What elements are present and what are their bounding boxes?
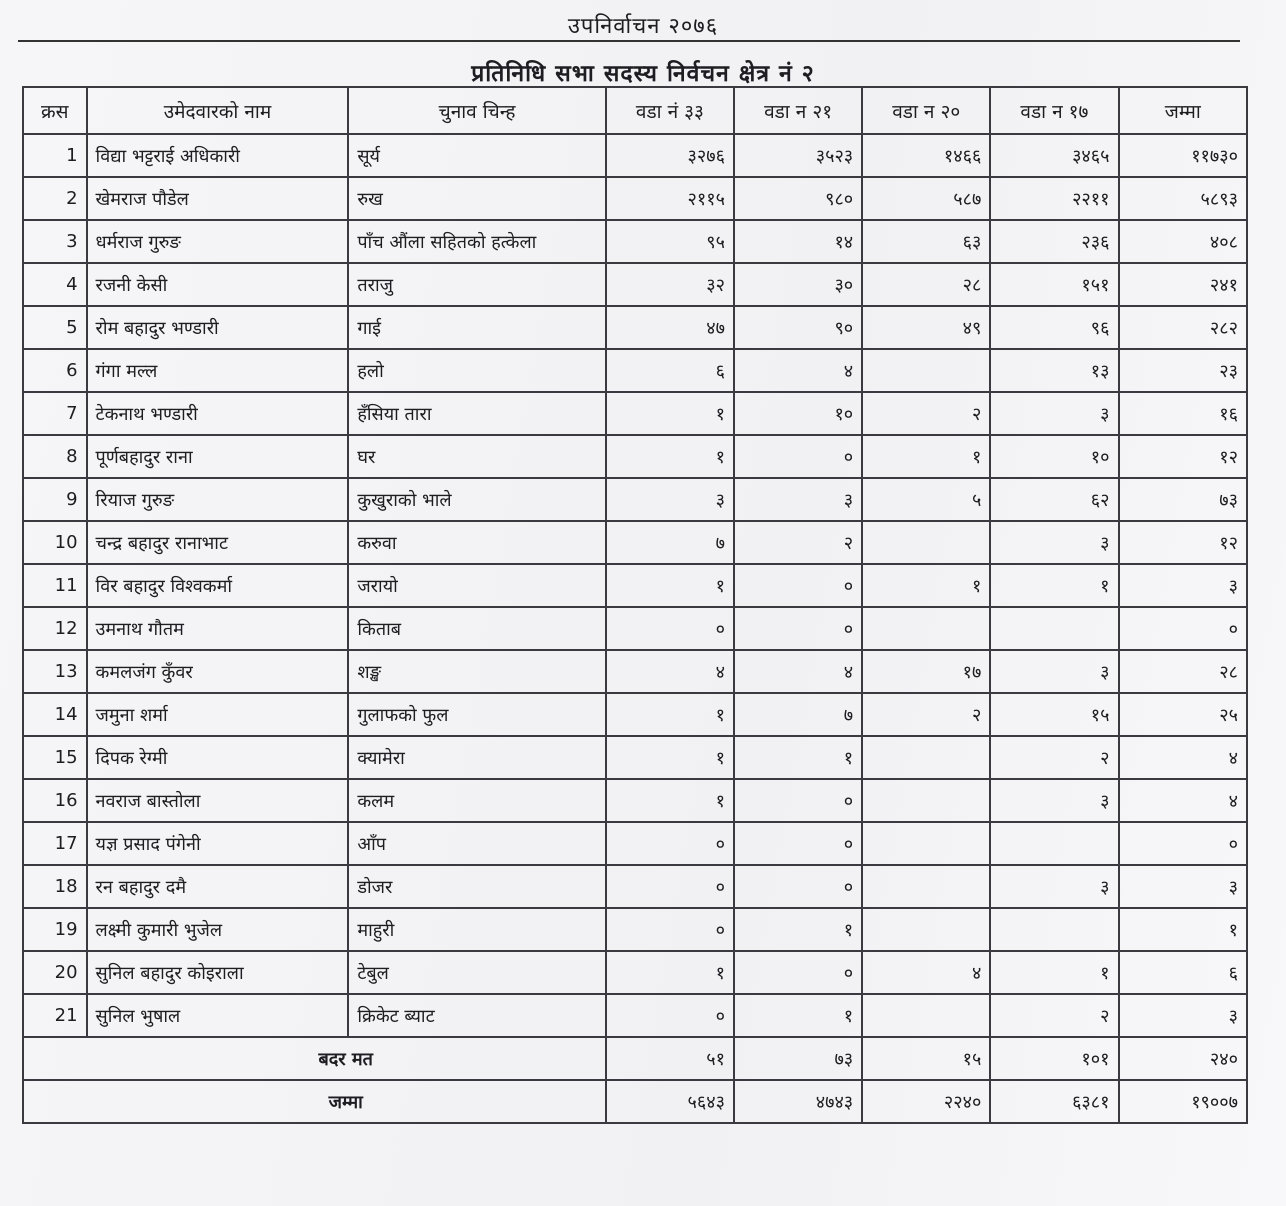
- votes-ward-20: २८: [862, 263, 990, 306]
- grand-total-ward-17: ६३८१: [990, 1080, 1118, 1123]
- candidate-name: सुनिल भुषाल: [87, 994, 349, 1037]
- table-row: [23, 263, 1247, 306]
- election-symbol: टेबुल: [348, 951, 606, 994]
- votes-ward-33: १: [606, 693, 734, 736]
- votes-ward-21: ७: [734, 693, 862, 736]
- votes-ward-20: १: [862, 564, 990, 607]
- election-symbol: आँप: [348, 822, 606, 865]
- votes-total: १६: [1119, 392, 1247, 435]
- candidate-name: रियाज गुरुङ: [87, 478, 349, 521]
- election-symbol: जरायो: [348, 564, 606, 607]
- votes-ward-17: २: [990, 994, 1118, 1037]
- serial-number: 20: [23, 951, 87, 994]
- results-table: [22, 86, 1248, 1124]
- votes-total: १२: [1119, 521, 1247, 564]
- votes-ward-21: १०: [734, 392, 862, 435]
- table-row: [23, 435, 1247, 478]
- votes-ward-17: ३: [990, 650, 1118, 693]
- votes-total: ५८९३: [1119, 177, 1247, 220]
- votes-ward-20: [862, 607, 990, 650]
- votes-ward-33: १: [606, 435, 734, 478]
- election-symbol: क्रिकेट ब्याट: [348, 994, 606, 1037]
- votes-ward-20: १४६६: [862, 134, 990, 177]
- grand-total-label: जम्मा: [87, 1080, 606, 1123]
- votes-ward-17: ३४६५: [990, 134, 1118, 177]
- candidate-rows: [23, 134, 1247, 1037]
- votes-ward-20: [862, 865, 990, 908]
- election-symbol: पाँच औंला सहितको हत्केला: [348, 220, 606, 263]
- serial-number: 18: [23, 865, 87, 908]
- votes-ward-33: ३२: [606, 263, 734, 306]
- votes-ward-33: ०: [606, 908, 734, 951]
- table-row: [23, 521, 1247, 564]
- votes-ward-21: ०: [734, 779, 862, 822]
- serial-number: 21: [23, 994, 87, 1037]
- votes-ward-17: २२११: [990, 177, 1118, 220]
- serial-number: 9: [23, 478, 87, 521]
- votes-total: ३: [1119, 564, 1247, 607]
- table-row: [23, 736, 1247, 779]
- candidate-name: रन बहादुर दमै: [87, 865, 349, 908]
- votes-ward-33: ०: [606, 994, 734, 1037]
- votes-total: ७३: [1119, 478, 1247, 521]
- candidate-name: धर्मराज गुरुङ: [87, 220, 349, 263]
- serial-number: 2: [23, 177, 87, 220]
- votes-total: ४: [1119, 779, 1247, 822]
- votes-ward-17: [990, 822, 1118, 865]
- votes-total: ११७३०: [1119, 134, 1247, 177]
- votes-ward-20: [862, 349, 990, 392]
- votes-ward-21: ३५२३: [734, 134, 862, 177]
- votes-ward-21: १४: [734, 220, 862, 263]
- votes-ward-17: २: [990, 736, 1118, 779]
- serial-number: 6: [23, 349, 87, 392]
- votes-total: १२: [1119, 435, 1247, 478]
- votes-total: २८२: [1119, 306, 1247, 349]
- column-header-ward-17: वडा न १७: [990, 87, 1118, 134]
- votes-ward-20: २: [862, 693, 990, 736]
- votes-ward-21: ०: [734, 435, 862, 478]
- column-header-ward-20: वडा न २०: [862, 87, 990, 134]
- votes-ward-33: १: [606, 779, 734, 822]
- election-symbol: माहुरी: [348, 908, 606, 951]
- votes-ward-17: १: [990, 564, 1118, 607]
- votes-ward-20: ५: [862, 478, 990, 521]
- votes-ward-20: २: [862, 392, 990, 435]
- votes-ward-17: १३: [990, 349, 1118, 392]
- votes-ward-17: १५: [990, 693, 1118, 736]
- candidate-name: विर बहादुर विश्वकर्मा: [87, 564, 349, 607]
- votes-ward-33: ०: [606, 865, 734, 908]
- table-row: [23, 564, 1247, 607]
- table-row: [23, 693, 1247, 736]
- votes-ward-20: ५८७: [862, 177, 990, 220]
- votes-ward-33: ४: [606, 650, 734, 693]
- votes-ward-17: [990, 607, 1118, 650]
- votes-ward-17: १५१: [990, 263, 1118, 306]
- votes-ward-21: ४: [734, 650, 862, 693]
- table-row: [23, 822, 1247, 865]
- votes-total: ४: [1119, 736, 1247, 779]
- votes-ward-20: [862, 779, 990, 822]
- candidate-name: खेमराज पौडेल: [87, 177, 349, 220]
- votes-ward-33: १: [606, 736, 734, 779]
- table-row: [23, 220, 1247, 263]
- column-header-ward-21: वडा न २१: [734, 87, 862, 134]
- invalid-votes-label: बदर मत: [87, 1037, 606, 1080]
- candidate-name: पूर्णबहादुर राना: [87, 435, 349, 478]
- votes-ward-33: ७: [606, 521, 734, 564]
- election-symbol: तराजु: [348, 263, 606, 306]
- candidate-name: लक्ष्मी कुमारी भुजेल: [87, 908, 349, 951]
- title-divider: [18, 40, 1240, 42]
- votes-ward-20: [862, 736, 990, 779]
- votes-ward-33: ३२७६: [606, 134, 734, 177]
- votes-ward-33: ६: [606, 349, 734, 392]
- serial-number: 13: [23, 650, 87, 693]
- candidate-name: दिपक रेग्मी: [87, 736, 349, 779]
- votes-ward-21: १: [734, 736, 862, 779]
- invalid-blank-cell: [23, 1037, 87, 1080]
- votes-ward-20: [862, 994, 990, 1037]
- grand-total-blank-cell: [23, 1080, 87, 1123]
- votes-ward-17: ३: [990, 392, 1118, 435]
- election-symbol: गुलाफको फुल: [348, 693, 606, 736]
- votes-ward-21: ०: [734, 564, 862, 607]
- table-row: [23, 478, 1247, 521]
- column-header-name: उमेदवारको नाम: [87, 87, 349, 134]
- serial-number: 15: [23, 736, 87, 779]
- election-symbol: कलम: [348, 779, 606, 822]
- votes-ward-20: [862, 521, 990, 564]
- votes-total: ३: [1119, 865, 1247, 908]
- header-row: [23, 87, 1247, 134]
- election-symbol: क्यामेरा: [348, 736, 606, 779]
- grand-total-row: [23, 1080, 1247, 1123]
- election-symbol: रुख: [348, 177, 606, 220]
- table-row: [23, 392, 1247, 435]
- table-row: [23, 865, 1247, 908]
- election-symbol: करुवा: [348, 521, 606, 564]
- votes-ward-21: ९०: [734, 306, 862, 349]
- table-row: [23, 349, 1247, 392]
- votes-ward-20: १: [862, 435, 990, 478]
- column-header-ward-33: वडा नं ३३: [606, 87, 734, 134]
- votes-ward-17: [990, 908, 1118, 951]
- table-row: [23, 908, 1247, 951]
- votes-ward-17: १: [990, 951, 1118, 994]
- votes-ward-21: १: [734, 908, 862, 951]
- votes-ward-17: २३६: [990, 220, 1118, 263]
- grand-total-ward-21: ४७४३: [734, 1080, 862, 1123]
- serial-number: 11: [23, 564, 87, 607]
- grand-total-total: १९००७: [1119, 1080, 1247, 1123]
- votes-ward-20: ४: [862, 951, 990, 994]
- table-row: [23, 177, 1247, 220]
- serial-number: 12: [23, 607, 87, 650]
- candidate-name: सुनिल बहादुर कोइराला: [87, 951, 349, 994]
- serial-number: 14: [23, 693, 87, 736]
- votes-ward-17: ३: [990, 521, 1118, 564]
- invalid-ward-33: ५१: [606, 1037, 734, 1080]
- candidate-name: रोम बहादुर भण्डारी: [87, 306, 349, 349]
- votes-ward-21: ९८०: [734, 177, 862, 220]
- serial-number: 4: [23, 263, 87, 306]
- votes-ward-17: ३: [990, 865, 1118, 908]
- votes-ward-20: ६३: [862, 220, 990, 263]
- votes-ward-17: १०: [990, 435, 1118, 478]
- column-header-sn: क्रस: [23, 87, 87, 134]
- votes-ward-21: १: [734, 994, 862, 1037]
- votes-ward-20: [862, 908, 990, 951]
- document-title: उपनिर्वाचन २०७६: [567, 14, 719, 39]
- candidate-name: गंगा मल्ल: [87, 349, 349, 392]
- invalid-total: २४०: [1119, 1037, 1247, 1080]
- candidate-name: नवराज बास्तोला: [87, 779, 349, 822]
- election-symbol: किताब: [348, 607, 606, 650]
- candidate-name: उमनाथ गौतम: [87, 607, 349, 650]
- column-header-symbol: चुनाव चिन्ह: [348, 87, 606, 134]
- votes-ward-21: ०: [734, 951, 862, 994]
- table-row: [23, 607, 1247, 650]
- invalid-ward-17: १०१: [990, 1037, 1118, 1080]
- votes-ward-21: ४: [734, 349, 862, 392]
- invalid-votes-row: [23, 1037, 1247, 1080]
- votes-ward-17: ३: [990, 779, 1118, 822]
- serial-number: 10: [23, 521, 87, 564]
- table-row: [23, 650, 1247, 693]
- votes-ward-33: १: [606, 392, 734, 435]
- votes-ward-33: ४७: [606, 306, 734, 349]
- grand-total-ward-20: २२४०: [862, 1080, 990, 1123]
- votes-ward-20: ४९: [862, 306, 990, 349]
- votes-ward-20: [862, 822, 990, 865]
- candidate-name: विद्या भट्टराई अधिकारी: [87, 134, 349, 177]
- serial-number: 7: [23, 392, 87, 435]
- candidate-name: यज्ञ प्रसाद पंगेनी: [87, 822, 349, 865]
- votes-total: २८: [1119, 650, 1247, 693]
- grand-total-ward-33: ५६४३: [606, 1080, 734, 1123]
- candidate-name: जमुना शर्मा: [87, 693, 349, 736]
- invalid-ward-20: १५: [862, 1037, 990, 1080]
- votes-ward-21: ३०: [734, 263, 862, 306]
- table-row: [23, 951, 1247, 994]
- candidate-name: रजनी केसी: [87, 263, 349, 306]
- votes-total: २५: [1119, 693, 1247, 736]
- votes-ward-33: १: [606, 951, 734, 994]
- election-symbol: घर: [348, 435, 606, 478]
- election-symbol: डोजर: [348, 865, 606, 908]
- serial-number: 17: [23, 822, 87, 865]
- serial-number: 19: [23, 908, 87, 951]
- invalid-ward-21: ७३: [734, 1037, 862, 1080]
- votes-ward-33: २११५: [606, 177, 734, 220]
- votes-ward-17: ६२: [990, 478, 1118, 521]
- election-symbol: सूर्य: [348, 134, 606, 177]
- votes-ward-21: २: [734, 521, 862, 564]
- votes-ward-21: ०: [734, 822, 862, 865]
- votes-ward-21: ३: [734, 478, 862, 521]
- table-row: [23, 994, 1247, 1037]
- votes-ward-33: ०: [606, 607, 734, 650]
- votes-total: ३: [1119, 994, 1247, 1037]
- votes-ward-33: ३: [606, 478, 734, 521]
- table-row: [23, 134, 1247, 177]
- votes-ward-33: ०: [606, 822, 734, 865]
- election-symbol: हलो: [348, 349, 606, 392]
- election-symbol: कुखुराको भाले: [348, 478, 606, 521]
- votes-total: ४०८: [1119, 220, 1247, 263]
- column-header-total: जम्मा: [1119, 87, 1247, 134]
- votes-ward-17: ९६: [990, 306, 1118, 349]
- votes-ward-33: ९५: [606, 220, 734, 263]
- table-row: [23, 779, 1247, 822]
- election-symbol: गाई: [348, 306, 606, 349]
- votes-ward-20: १७: [862, 650, 990, 693]
- document-subtitle: प्रतिनिधि सभा सदस्य निर्वचन क्षेत्र नं २: [471, 61, 815, 87]
- serial-number: 5: [23, 306, 87, 349]
- serial-number: 8: [23, 435, 87, 478]
- serial-number: 1: [23, 134, 87, 177]
- votes-total: ६: [1119, 951, 1247, 994]
- votes-total: ०: [1119, 822, 1247, 865]
- votes-ward-21: ०: [734, 865, 862, 908]
- votes-total: १: [1119, 908, 1247, 951]
- votes-ward-21: ०: [734, 607, 862, 650]
- votes-total: २३: [1119, 349, 1247, 392]
- serial-number: 16: [23, 779, 87, 822]
- election-symbol: शङ्ख: [348, 650, 606, 693]
- serial-number: 3: [23, 220, 87, 263]
- candidate-name: चन्द्र बहादुर रानाभाट: [87, 521, 349, 564]
- votes-ward-33: १: [606, 564, 734, 607]
- election-symbol: हँसिया तारा: [348, 392, 606, 435]
- table-row: [23, 306, 1247, 349]
- candidate-name: कमलजंग कुँवर: [87, 650, 349, 693]
- votes-total: ०: [1119, 607, 1247, 650]
- candidate-name: टेकनाथ भण्डारी: [87, 392, 349, 435]
- votes-total: २४१: [1119, 263, 1247, 306]
